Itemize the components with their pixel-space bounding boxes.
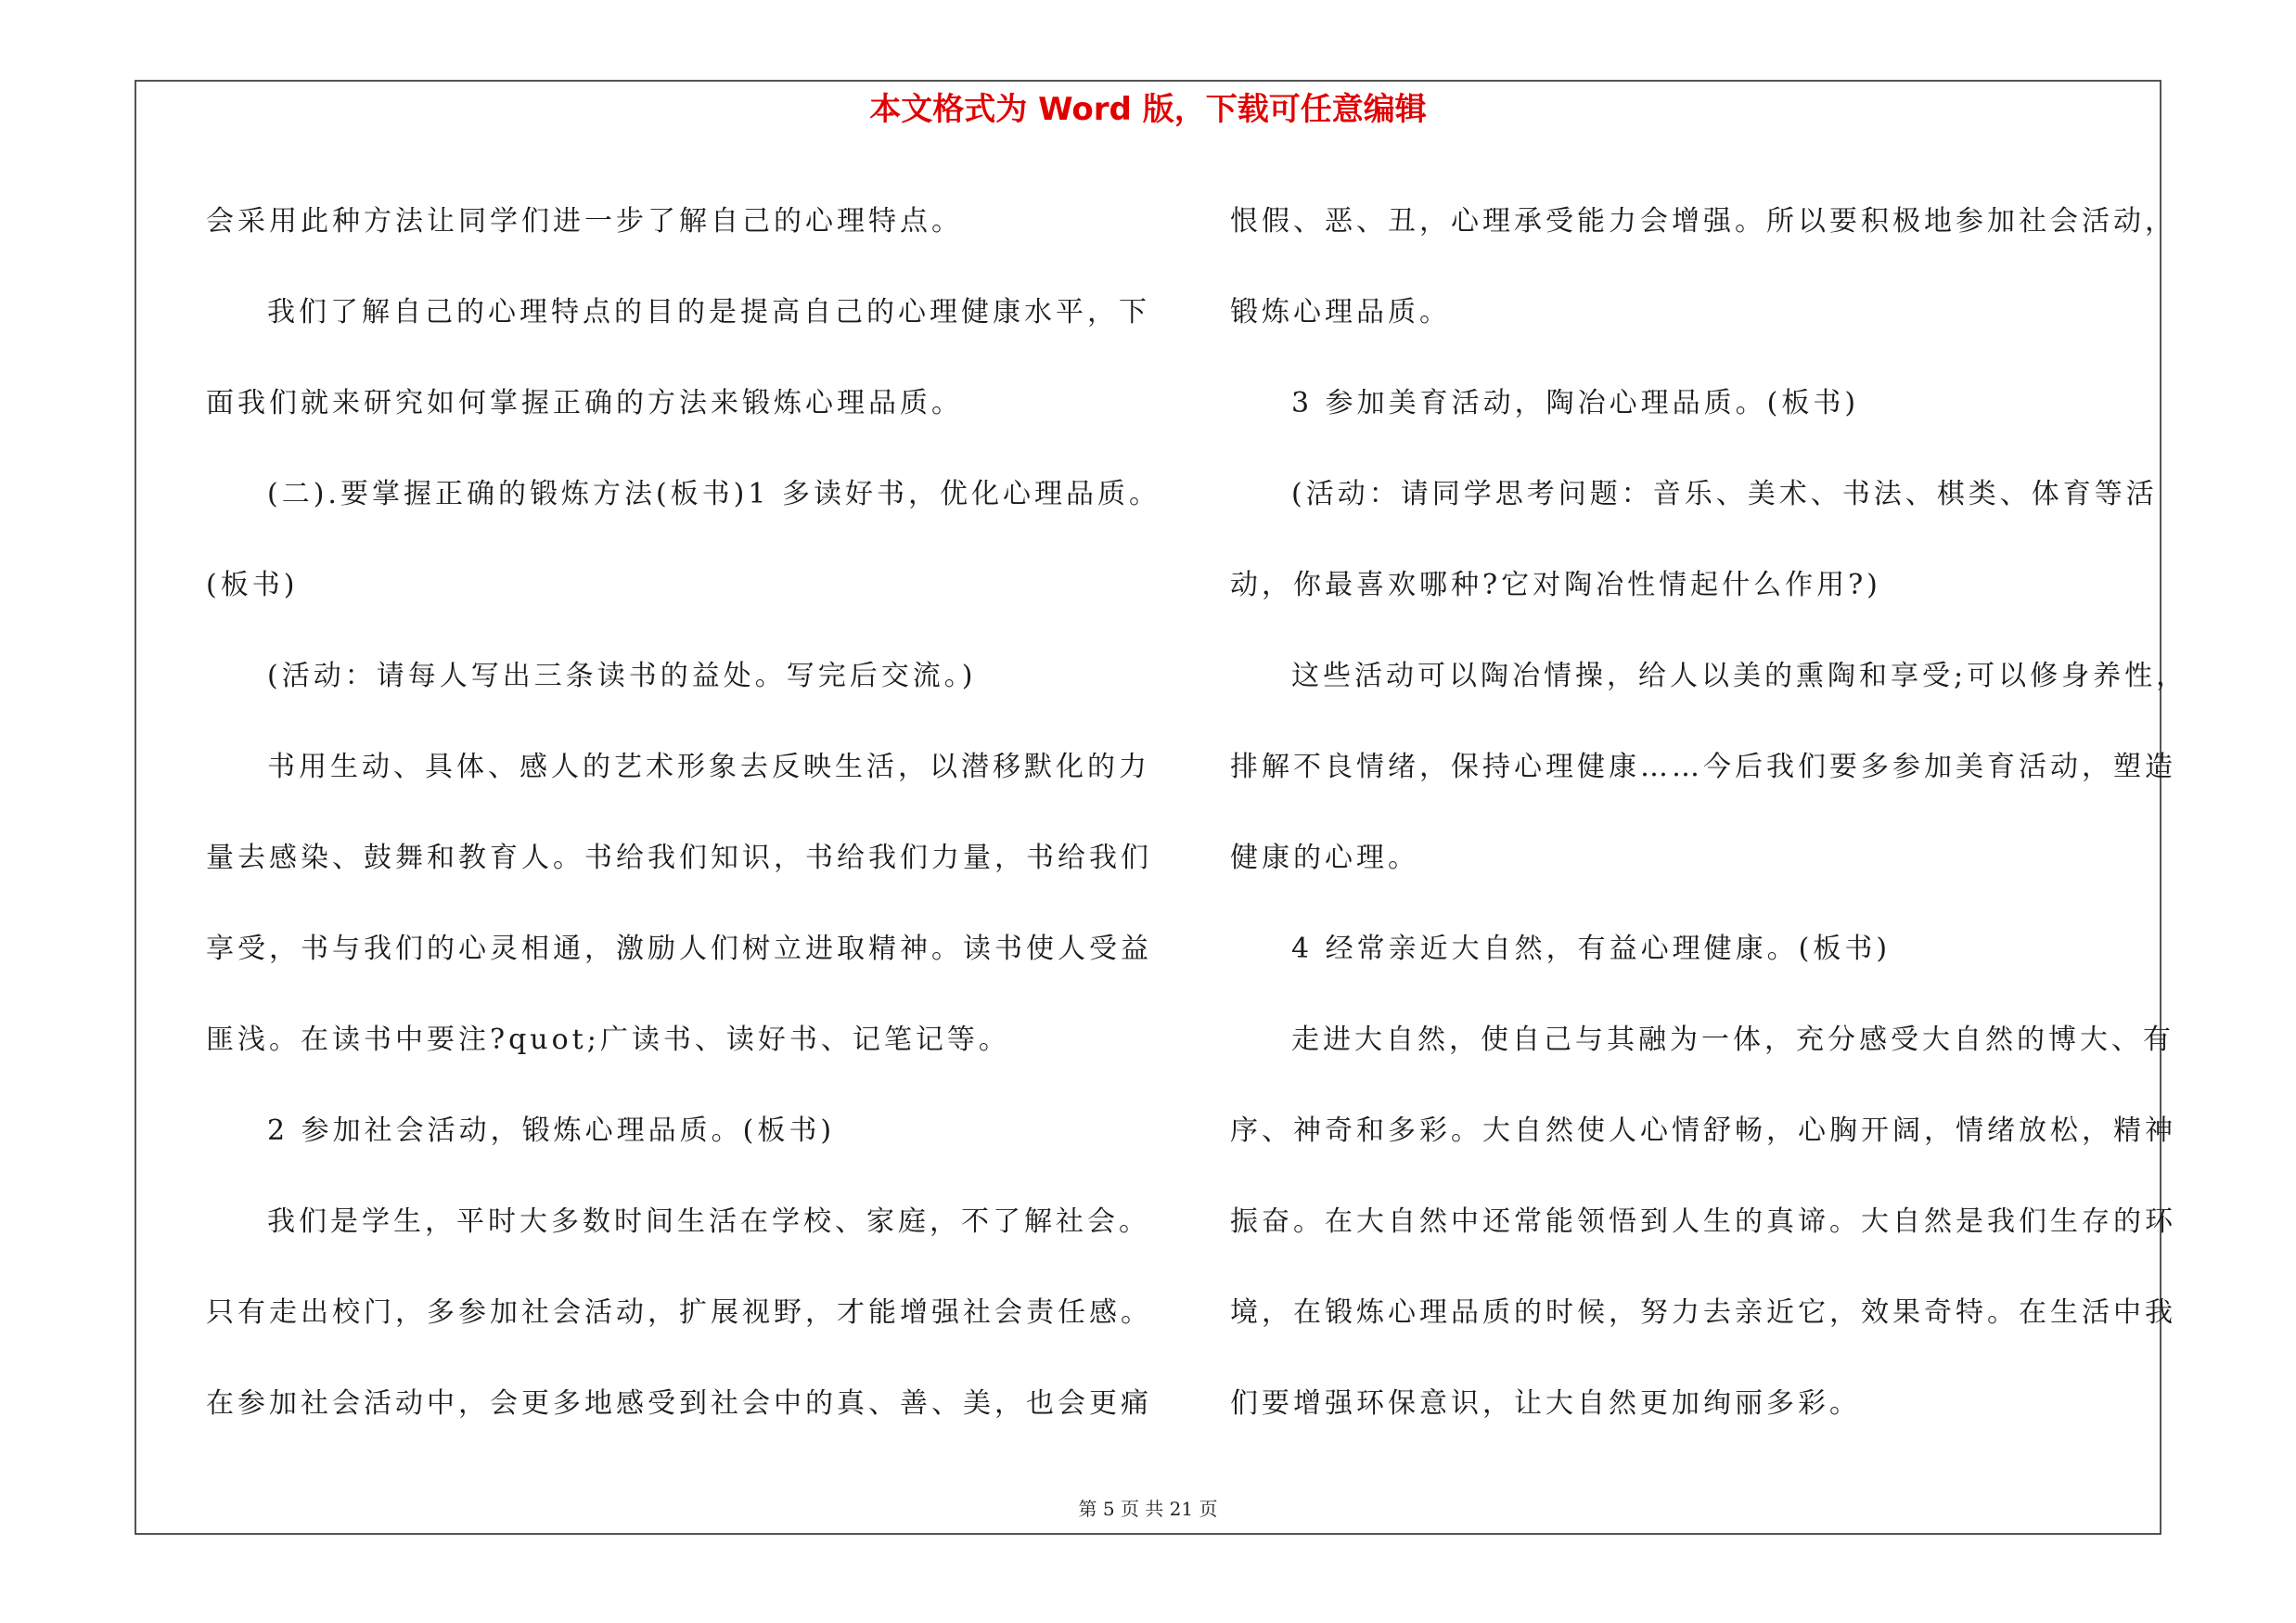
paragraph-line: 2 参加社会活动，锻炼心理品质。(板书) bbox=[267, 1114, 836, 1147]
right-text-column bbox=[1230, 176, 2188, 1449]
paragraph-line: (板书) bbox=[206, 569, 299, 601]
paragraph-line: 恨假、恶、丑，心理承受能力会增强。所以要积极地参加社会活动， bbox=[1230, 205, 2176, 238]
paragraph-line: (活动：请每人写出三条读书的益处。写完后交流。) bbox=[267, 660, 977, 692]
paragraph-line: 只有走出校门，多参加社会活动，扩展视野，才能增强社会责任感。 bbox=[206, 1296, 1152, 1329]
paragraph-line: (活动：请同学思考问题：音乐、美术、书法、棋类、体育等活 bbox=[1291, 478, 2158, 510]
paragraph-line: 走进大自然，使自己与其融为一体，充分感受大自然的博大、有 bbox=[1291, 1024, 2174, 1056]
left-text-column bbox=[206, 176, 1161, 1449]
paragraph-line: 我们了解自己的心理特点的目的是提高自己的心理健康水平，下 bbox=[267, 296, 1150, 328]
paragraph-line: (二).要掌握正确的锻炼方法(板书)1 多读好书，优化心理品质。 bbox=[267, 478, 1161, 510]
paragraph-line: 3 参加美育活动，陶冶心理品质。(板书) bbox=[1291, 387, 1860, 419]
paragraph-line: 享受，书与我们的心灵相通，激励人们树立进取精神。读书使人受益 bbox=[206, 933, 1152, 965]
paragraph-line: 序、神奇和多彩。大自然使人心情舒畅，心胸开阔，情绪放松，精神 bbox=[1230, 1114, 2176, 1147]
paragraph-line: 书用生动、具体、感人的艺术形象去反映生活，以潜移默化的力 bbox=[267, 751, 1150, 783]
paragraph-line: 境，在锻炼心理品质的时候，努力去亲近它，效果奇特。在生活中我 bbox=[1230, 1296, 2176, 1329]
word-format-notice: 本文格式为 Word 版，下载可任意编辑 bbox=[869, 91, 1427, 128]
paragraph-line: 在参加社会活动中，会更多地感受到社会中的真、善、美，也会更痛 bbox=[206, 1387, 1152, 1420]
paragraph-line: 我们是学生，平时大多数时间生活在学校、家庭，不了解社会。 bbox=[267, 1205, 1150, 1238]
paragraph-line: 健康的心理。 bbox=[1230, 842, 1419, 874]
paragraph-line: 们要增强环保意识，让大自然更加绚丽多彩。 bbox=[1230, 1387, 1861, 1420]
paragraph-line: 4 经常亲近大自然，有益心理健康。(板书) bbox=[1291, 933, 1892, 965]
page-number: 第 5 页 共 21 页 bbox=[1078, 1498, 1218, 1520]
paragraph-line: 面我们就来研究如何掌握正确的方法来锻炼心理品质。 bbox=[206, 387, 963, 419]
paragraph-line: 这些活动可以陶冶情操，给人以美的熏陶和享受;可以修身养性， bbox=[1291, 660, 2188, 692]
paragraph-line: 动，你最喜欢哪种?它对陶冶性情起什么作用?) bbox=[1230, 569, 1881, 601]
paragraph-line: 量去感染、鼓舞和教育人。书给我们知识，书给我们力量，书给我们 bbox=[206, 842, 1152, 874]
paragraph-line: 排解不良情绪，保持心理健康……今后我们要多参加美育活动，塑造 bbox=[1230, 751, 2176, 783]
paragraph-line: 锻炼心理品质。 bbox=[1230, 296, 1451, 328]
paragraph-line: 匪浅。在读书中要注?quot;广读书、读好书、记笔记等。 bbox=[206, 1024, 1010, 1056]
paragraph-line: 会采用此种方法让同学们进一步了解自己的心理特点。 bbox=[206, 205, 963, 238]
paragraph-line: 振奋。在大自然中还常能领悟到人生的真谛。大自然是我们生存的环 bbox=[1230, 1205, 2176, 1238]
